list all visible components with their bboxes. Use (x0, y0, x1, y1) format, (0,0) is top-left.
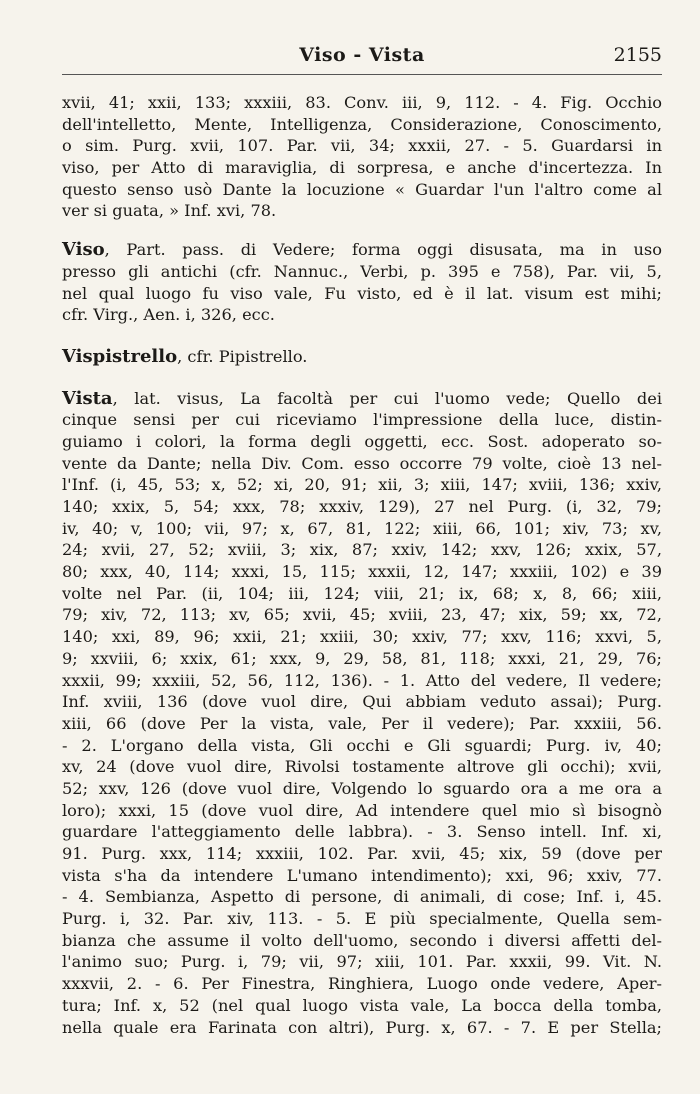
entry-vista (62, 388, 662, 1039)
text-line: tura; Inf. x, 52 (nel qual luogo vista vale, La bocca della tomba, (62, 995, 662, 1015)
text-line: xvii, 41; xxii, 133; xxxiii, 83. Conv. iii, 9, 112. - 4. Fig. Occhio (62, 93, 662, 112)
text-line: 80; xxx, 40, 114; xxxi, 15, 115; xxxii, 12, 147; xxxiii, 102) e 39 (62, 562, 662, 582)
text-line: nella quale era Farinata con altri), Purg. x, 67. - 7. E per Stella; (62, 1017, 662, 1037)
text-line: cfr. Virg., Aen. i, 326, ecc. (62, 305, 275, 325)
text-line: Vista, lat. visus, La facoltà per cui l'uomo vede; Quello dei (62, 387, 662, 409)
text-line: vista s'ha da intendere L'umano intendimento); xxi, 96; xxiv, 77. (62, 865, 662, 885)
text-line: cinque sensi per cui riceviamo l'impressione della luce, distin- (62, 410, 662, 430)
headword: Vista (62, 387, 113, 409)
text-line: loro); xxxi, 15 (dove vuol dire, Ad intendere quel mio sì bisognò (62, 800, 662, 820)
text-line: o sim. Purg. xvii, 107. Par. vii, 34; xxxii, 27. - 5. Guardarsi in (62, 136, 662, 156)
text-line: Viso, Part. pass. di Vedere; forma oggi disusata, ma in uso (62, 239, 662, 261)
text-line: - 2. L'organo della vista, Gli occhi e Gli sguardi; Purg. iv, 40; (62, 735, 662, 755)
text-line: Inf. xviii, 136 (dove vuol dire, Qui abbiam veduto assai); Purg. (62, 692, 662, 712)
running-title: Viso - Vista (299, 44, 425, 66)
continuation-paragraph (62, 92, 662, 222)
text-line: bianza che assume il volto dell'uomo, secondo i diversi affetti del- (62, 930, 662, 950)
page-number: 2155 (613, 44, 662, 66)
text-line: xiii, 66 (dove Per la vista, vale, Per il vedere); Par. xxxiii, 56. (62, 713, 662, 733)
text-line: questo senso usò Dante la locuzione « Guardar l'un l'altro come al (62, 179, 662, 199)
text-line: volte nel Par. (ii, 104; iii, 124; viii, 21; ix, 68; x, 8, 66; xiii, (62, 583, 662, 603)
text-line: 140; xxi, 89, 96; xxii, 21; xxiii, 30; xxiv, 77; xxv, 116; xxvi, 5, (62, 627, 662, 647)
page-body (62, 92, 662, 1038)
entry-vispistrello (62, 346, 662, 368)
entry-viso (62, 239, 662, 326)
text-line: 9; xxviii, 6; xxix, 61; xxx, 9, 29, 58, 81, 118; xxxi, 21, 29, 76; (62, 648, 662, 668)
headword: Viso (62, 239, 105, 261)
text-line: Purg. i, 32. Par. xiv, 113. - 5. E più specialmente, Quella sem- (62, 909, 662, 929)
text-line: ver si guata, » Inf. xvi, 78. (62, 201, 277, 221)
text-line: xxxvii, 2. - 6. Per Finestra, Ringhiera, Luogo onde vedere, Aper- (62, 974, 662, 994)
text-line: l'animo suo; Purg. i, 79; vii, 97; xiii, 101. Par. xxxii, 99. Vit. N. (62, 952, 662, 972)
running-header (62, 40, 662, 75)
text-line: viso, per Atto di maraviglia, di sorpresa, e anche d'incertezza. In (62, 158, 662, 178)
text-line: 24; xvii, 27, 52; xviii, 3; xix, 87; xxiv, 142; xxv, 126; xxix, 57, (62, 540, 662, 560)
text-line: 140; xxix, 5, 54; xxx, 78; xxxiv, 129), 27 nel Purg. (i, 32, 79; (62, 497, 662, 516)
text-line: 52; xxv, 126 (dove vuol dire, Volgendo lo sguardo ora a me ora a (62, 778, 662, 798)
text-line: nel qual luogo fu viso vale, Fu visto, ed è il lat. visum est mihi; (62, 283, 662, 303)
text-line: dell'intelletto, Mente, Intelligenza, Considerazione, Conoscimento, (62, 114, 662, 134)
text-line: guardare l'atteggiamento delle labbra). - 3. Senso intell. Inf. xi, (62, 822, 662, 842)
text-line: 91. Purg. xxx, 114; xxxiii, 102. Par. xvii, 45; xix, 59 (dove per (62, 844, 662, 863)
text-line: xxxii, 99; xxxiii, 52, 56, 112, 136). - 1. Atto del vedere, Il vedere; (62, 670, 662, 690)
text-line: iv, 40; v, 100; vii, 97; x, 67, 81, 122; xiii, 66, 101; xiv, 73; xv, (62, 518, 662, 538)
text-line: Vispistrello, cfr. Pipistrello. (62, 345, 308, 367)
text-line: 79; xiv, 72, 113; xv, 65; xvii, 45; xviii, 23, 47; xix, 59; xx, 72, (62, 605, 662, 625)
text-line: presso gli antichi (cfr. Nannuc., Verbi, p. 395 e 758), Par. vii, 5, (62, 261, 662, 281)
text-line: guiamo i colori, la forma degli oggetti, ecc. Sost. adoperato so- (62, 431, 662, 451)
headword: Vispistrello (62, 345, 178, 367)
text-line: l'Inf. (i, 45, 53; x, 52; xi, 20, 91; xii, 3; xiii, 147; xviii, 136; xxiv, (62, 475, 662, 495)
text-line: vente da Dante; nella Div. Com. esso occorre 79 volte, cioè 13 nel- (62, 453, 662, 473)
text-line: - 4. Sembianza, Aspetto di persone, di animali, di cose; Inf. i, 45. (62, 887, 662, 907)
text-line: xv, 24 (dove vuol dire, Rivolsi tostamente altrove gli occhi); xvii, (62, 757, 662, 777)
